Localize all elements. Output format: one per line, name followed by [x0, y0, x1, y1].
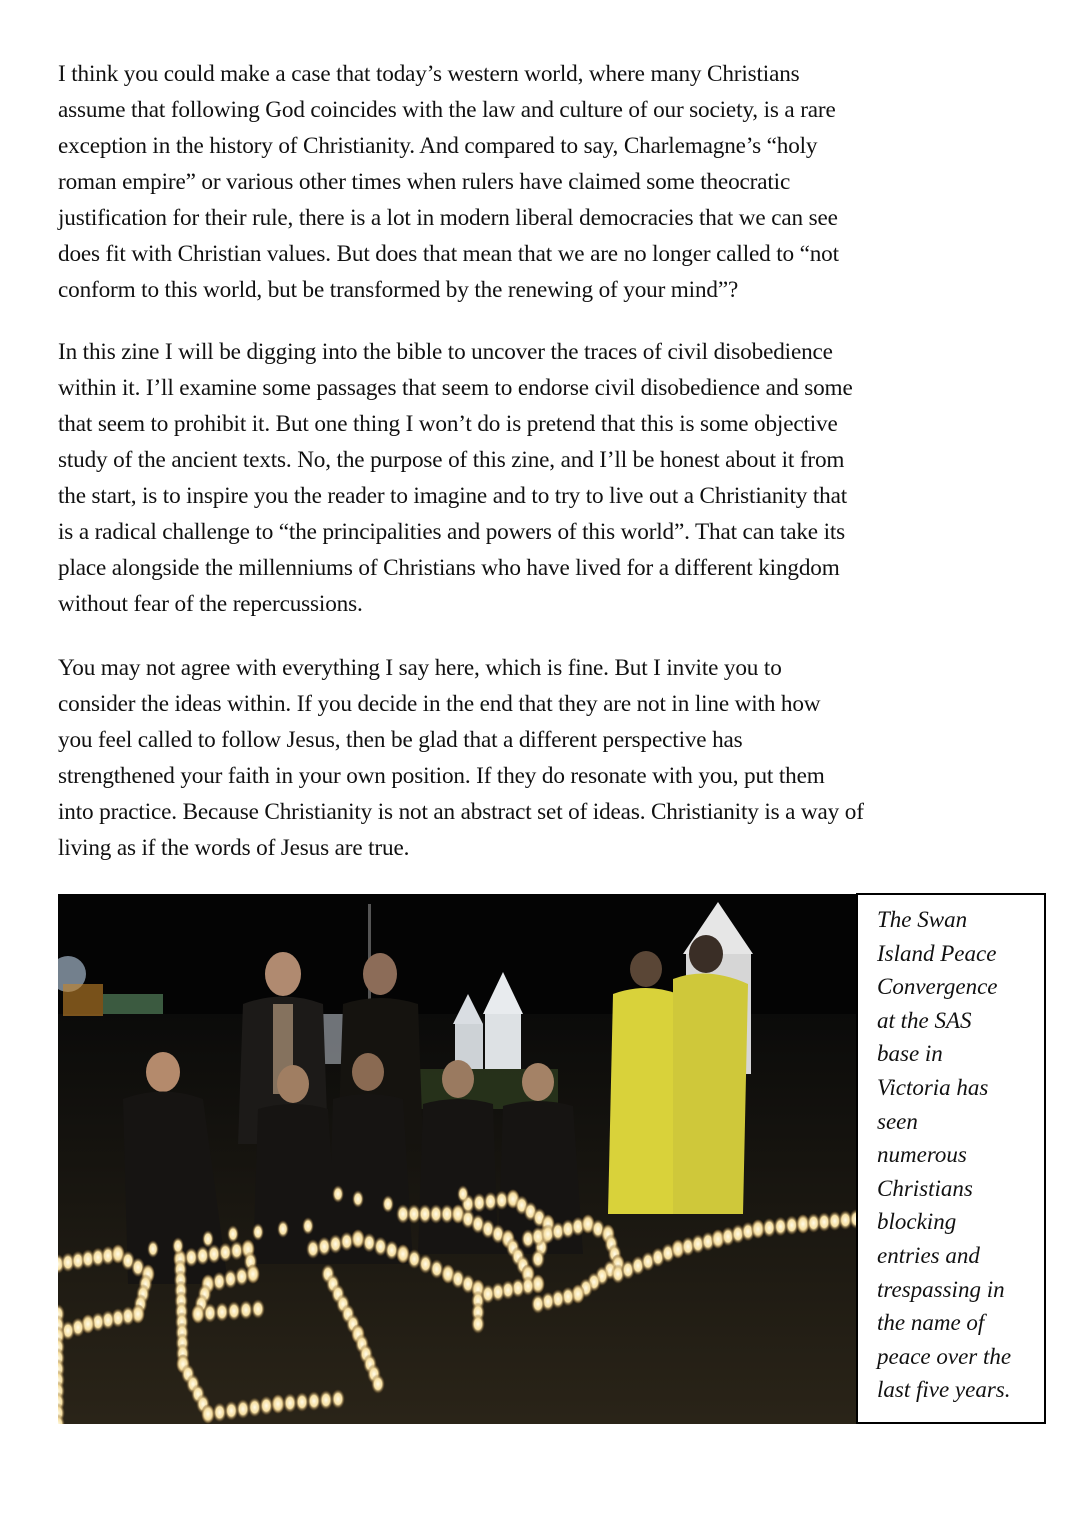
distant-building [63, 984, 103, 1016]
text-line: conform to this world, but be transformed by the renewing of your mind”? [58, 277, 739, 303]
text-line: place alongside the millenniums of Christians who have lived for a different kingdom [58, 555, 840, 581]
text-line: is a radical challenge to “the principalities and powers of this world”. That can take its [58, 519, 846, 545]
candle [203, 1303, 217, 1323]
text-line: that seem to prohibit it. But one thing I won’t do is pretend that this is some objective [58, 411, 838, 437]
caption-line: last five years. [877, 1377, 1011, 1403]
caption-line: numerous [877, 1142, 967, 1168]
caption-line: at the SAS [877, 1007, 972, 1033]
photo-caption [877, 903, 1011, 1407]
house [485, 1014, 521, 1069]
candle [147, 1240, 159, 1258]
candle [371, 1374, 385, 1394]
candle [307, 1391, 321, 1411]
caption-line: Christians [877, 1175, 973, 1201]
text-line: living as if the words of Jesus are true. [58, 835, 410, 861]
text-line: without fear of the repercussions. [58, 591, 363, 617]
text-line: you feel called to follow Jesus, then be glad that a different perspective has [58, 727, 743, 753]
candle [277, 1220, 289, 1238]
police-head [689, 935, 723, 973]
text-line: strengthened your faith in your own position. If they do resonate with you, put them [58, 763, 825, 789]
vigil-photo [58, 894, 856, 1424]
text-line: consider the ideas within. If you decide in the end that they are not in line with how [58, 691, 821, 717]
candle [227, 1225, 239, 1243]
text-line: I think you could make a case that today’s western world, where many Christians [58, 61, 800, 87]
candle [352, 1190, 364, 1208]
text-line: does fit with Christian values. But does that mean that we are no longer called to “not [58, 241, 839, 267]
caption-line: Convergence [877, 974, 998, 1000]
paragraph-invitation [58, 650, 1018, 866]
paragraph-purpose [58, 334, 1018, 622]
caption-line: The Swan [877, 907, 968, 932]
caption-line: blocking [877, 1209, 957, 1235]
candle [215, 1302, 229, 1322]
candle [319, 1390, 333, 1410]
paragraph-intro [58, 56, 1018, 308]
vigil-photo-illustration [58, 894, 856, 1424]
candle [332, 1185, 344, 1203]
candle [283, 1393, 297, 1413]
caption-line: base in [877, 1041, 943, 1067]
distant-lights [103, 994, 163, 1014]
candle [239, 1300, 253, 1320]
candle [531, 1294, 545, 1314]
text-line: You may not agree with everything I say here, which is fine. But I invite you to [58, 655, 782, 681]
person-head [363, 953, 397, 995]
text-line: assume that following God coincides with the law and culture of our society, is a rare [58, 97, 836, 123]
text-line: exception in the history of Christianity. And compared to say, Charlemagne’s “holy [58, 133, 818, 159]
candle [271, 1394, 285, 1414]
caption-line: the name of [877, 1310, 985, 1336]
text-line: roman empire” or various other times when rulers have claimed some theocratic [58, 169, 791, 195]
candle [471, 1314, 485, 1334]
caption-line: entries and [877, 1242, 980, 1268]
candle [251, 1299, 265, 1319]
text-line: the start, is to inspire you the reader to imagine and to try to live out a Christianity that [58, 483, 848, 509]
text-line: into practice. Because Christianity is not an abstract set of ideas. Christianity is a way of [58, 799, 864, 825]
caption-line: trespassing in [877, 1276, 1005, 1302]
candle [252, 1223, 264, 1241]
candle [295, 1392, 309, 1412]
candle [191, 1304, 205, 1324]
candle [302, 1217, 314, 1235]
text-line: justification for their rule, there is a lot in modern liberal democracies that we can see [58, 205, 838, 231]
caption-line: Island Peace [877, 940, 997, 966]
photo-caption-box [856, 893, 1046, 1424]
candle [531, 1249, 545, 1269]
candle [202, 1230, 214, 1248]
person-head [265, 952, 301, 996]
caption-line: Victoria has [877, 1074, 989, 1100]
candle [382, 1195, 394, 1213]
caption-line: seen [877, 1108, 918, 1134]
police-officer [673, 974, 748, 1214]
police-head [630, 951, 662, 987]
candle [172, 1237, 184, 1255]
caption-line: peace over the [877, 1343, 1012, 1369]
text-line: within it. I’ll examine some passages that seem to endorse civil disobedience and some [58, 375, 853, 401]
candle [331, 1389, 345, 1409]
text-line: study of the ancient texts. No, the purpose of this zine, and I’ll be honest about it from [58, 447, 845, 473]
police-officer [608, 988, 683, 1214]
text-line: In this zine I will be digging into the bible to uncover the traces of civil disobedience [58, 339, 833, 365]
candle [457, 1185, 469, 1203]
candle [481, 1284, 495, 1304]
candle [227, 1301, 241, 1321]
